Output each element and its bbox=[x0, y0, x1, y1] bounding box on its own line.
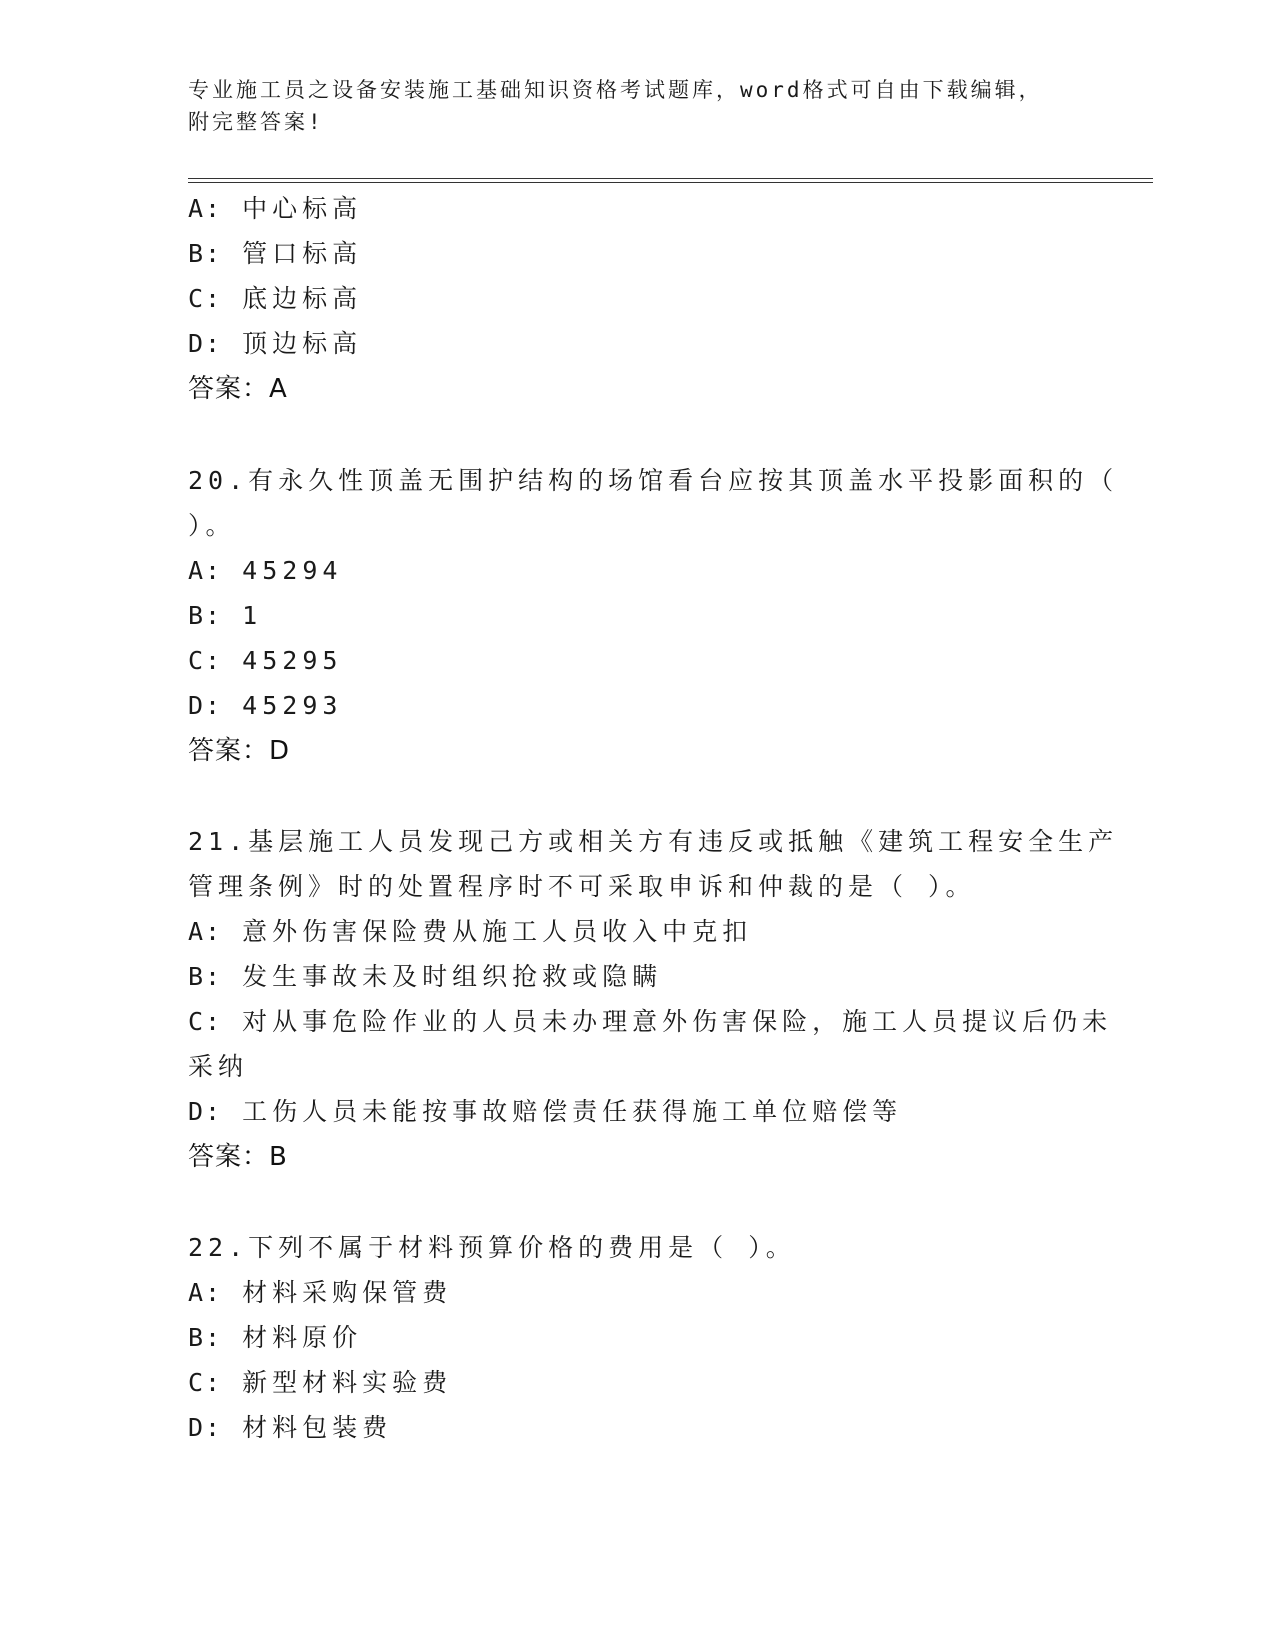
option-text: 工伤人员未能按事故赔偿责任获得施工单位赔偿等 bbox=[242, 1097, 903, 1126]
option-a bbox=[188, 917, 752, 947]
option-label: D: bbox=[188, 1413, 223, 1442]
option-label: B: bbox=[188, 239, 223, 268]
option-c-continued: 采纳 bbox=[188, 1052, 249, 1081]
option-text: 发生事故未及时组织抢救或隐瞒 bbox=[242, 962, 663, 991]
option-c bbox=[188, 1007, 1112, 1037]
option-text: 材料采购保管费 bbox=[242, 1278, 453, 1307]
answer-line: 答案：B bbox=[188, 1142, 288, 1172]
option-label: D: bbox=[188, 329, 223, 358]
option-text: 对从事危险作业的人员未办理意外伤害保险，施工人员提议后仍未 bbox=[242, 1007, 1113, 1036]
option-c bbox=[188, 646, 342, 676]
option-b bbox=[188, 1323, 362, 1353]
option-label: C: bbox=[188, 284, 223, 313]
header-line-2: 附完整答案! bbox=[188, 110, 324, 134]
answer-line: 答案：D bbox=[188, 736, 291, 766]
option-text: 中心标高 bbox=[242, 194, 363, 223]
question-stem: 21.基层施工人员发现己方或相关方有违反或抵触《建筑工程安全生产 bbox=[188, 827, 1119, 856]
option-b bbox=[188, 601, 262, 631]
option-label: B: bbox=[188, 601, 223, 630]
option-text: 意外伤害保险费从施工人员收入中克扣 bbox=[242, 917, 753, 946]
option-b bbox=[188, 239, 362, 269]
option-text: 材料包装费 bbox=[242, 1413, 393, 1442]
option-label: A: bbox=[188, 1278, 223, 1307]
option-b bbox=[188, 962, 662, 992]
option-label: A: bbox=[188, 194, 223, 223]
option-d bbox=[188, 1097, 902, 1127]
question-stem-continued: ）。 bbox=[188, 511, 236, 540]
question-stem: 20.有永久性顶盖无围护结构的场馆看台应按其顶盖水平投影面积的（ bbox=[188, 466, 1119, 495]
option-text: 45295 bbox=[242, 646, 343, 675]
option-d bbox=[188, 1413, 392, 1443]
option-text: 管口标高 bbox=[242, 239, 363, 268]
option-label: C: bbox=[188, 646, 223, 675]
option-text: 1 bbox=[242, 601, 263, 630]
option-a bbox=[188, 194, 362, 224]
option-label: C: bbox=[188, 1007, 223, 1036]
header-line-1: 专业施工员之设备安装施工基础知识资格考试题库，word格式可自由下载编辑， bbox=[188, 78, 1043, 102]
option-text: 底边标高 bbox=[242, 284, 363, 313]
option-label: A: bbox=[188, 917, 223, 946]
option-label: B: bbox=[188, 962, 223, 991]
option-text: 45293 bbox=[242, 691, 343, 720]
option-label: D: bbox=[188, 1097, 223, 1126]
option-text: 材料原价 bbox=[242, 1323, 363, 1352]
document-header bbox=[188, 74, 1078, 138]
option-c bbox=[188, 1368, 452, 1398]
option-a bbox=[188, 556, 342, 586]
question-stem: 22.下列不属于材料预算价格的费用是（ ）。 bbox=[188, 1233, 796, 1262]
option-text: 新型材料实验费 bbox=[242, 1368, 453, 1397]
option-text: 45294 bbox=[242, 556, 343, 585]
option-label: D: bbox=[188, 691, 223, 720]
question-stem-continued: 管理条例》时的处置程序时不可采取申诉和仲裁的是（ ）。 bbox=[188, 872, 976, 901]
option-c bbox=[188, 284, 362, 314]
option-label: A: bbox=[188, 556, 223, 585]
option-d bbox=[188, 691, 342, 721]
option-label: C: bbox=[188, 1368, 223, 1397]
header-divider-top bbox=[188, 178, 1153, 179]
option-d bbox=[188, 329, 362, 359]
option-a bbox=[188, 1278, 452, 1308]
option-text: 顶边标高 bbox=[242, 329, 363, 358]
option-label: B: bbox=[188, 1323, 223, 1352]
header-divider-bottom bbox=[188, 182, 1153, 183]
answer-line: 答案：A bbox=[188, 374, 288, 404]
